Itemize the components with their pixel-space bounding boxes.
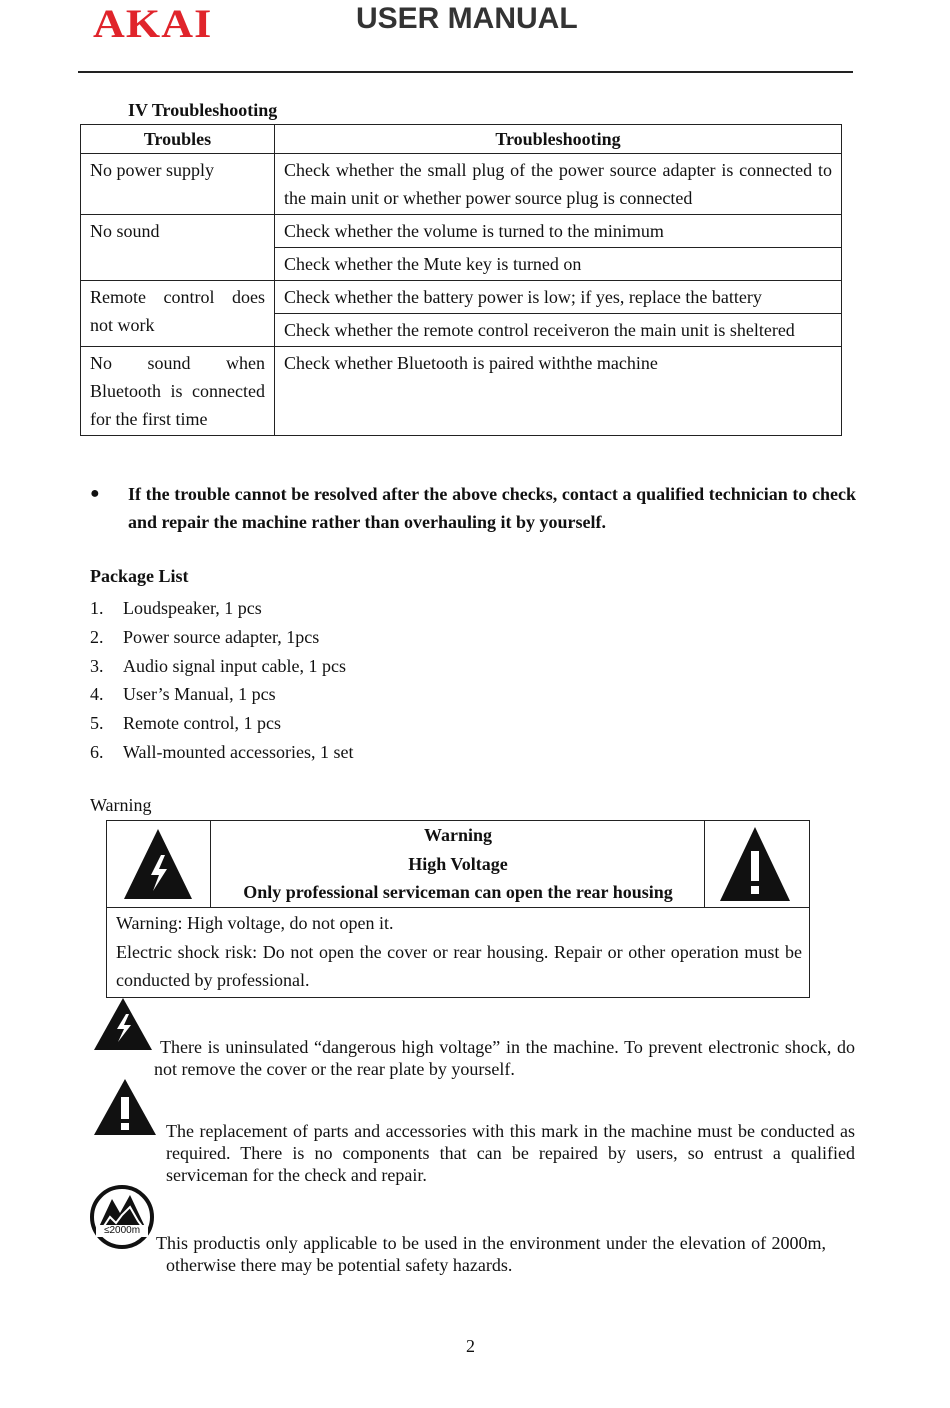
table-row [81,154,842,215]
replacement-note: The replacement of parts and accessories with this mark in the machine must be conducted as required. There is no components that can be repaired by users, so entrust a qualified serviceman for the check and repair. [166,1121,855,1185]
package-list [90,594,353,767]
list-item: 5. Remote control, 1 pcs [90,713,281,734]
list-item: 2. Power source adapter, 1pcs [90,626,320,647]
table-row [81,215,842,248]
table-row [81,281,842,314]
altitude-note: This productis only applicable to be used in the environment under the elevation of 2000m, otherwise there may be potential safety hazards. [156,1233,826,1275]
fix-cell: Check whether the Mute key is turned on [275,248,842,281]
package-list-title: Package List [90,566,189,586]
high-voltage-note: There is uninsulated “dangerous high voltage” in the machine. To prevent electronic shock, do not remove the cover or the rear plate by yourself. [154,1037,855,1079]
header-divider [78,71,853,73]
fix-cell: Check whether the battery power is low; if yes, replace the battery [275,281,842,314]
warning-box [106,820,810,998]
bullet-icon: ● [90,485,100,502]
list-item: 4. User’s Manual, 1 pcs [90,684,276,705]
table-header-row [81,125,842,154]
fix-cell: Check whether the remote control receiveron the main unit is sheltered [275,314,842,347]
trouble-cell: No sound [81,215,275,281]
fix-cell: Check whether the volume is turned to the minimum [275,215,842,248]
list-item: 3. Audio signal input cable, 1 pcs [90,655,346,676]
altitude-label: ≤2000m [96,1225,148,1237]
high-voltage-icon [92,996,154,1057]
warning-heading: Warning High Voltage Only professional serviceman can open the rear housing [211,821,705,908]
list-item: 6. Wall-mounted accessories, 1 set [90,741,354,762]
column-header: Troubles [81,125,275,154]
technician-note [90,480,856,536]
page-number: 2 [466,1336,475,1356]
header-title: USER MANUAL [356,2,578,35]
table-row [81,347,842,436]
fix-cell: Check whether Bluetooth is paired withthe machine [275,347,842,436]
section-title: IV Troubleshooting [128,100,278,120]
column-header: Troubleshooting [275,125,842,154]
troubleshooting-table [80,124,842,436]
exclamation-icon [704,821,809,908]
trouble-cell: No sound when Bluetooth is connected for the first time [81,347,275,436]
exclamation-icon [92,1077,158,1142]
trouble-cell: Remote control does not work [81,281,275,347]
note-text: If the trouble cannot be resolved after the above checks, contact a qualified technician to check and repair the machine rather than overhauling it by yourself. [128,484,856,532]
fix-cell: Check whether the small plug of the power source adapter is connected to the main unit or whether power source plug is connected [275,154,842,215]
high-voltage-icon [107,821,211,908]
warning-label: Warning [90,795,152,815]
altitude-icon [90,1185,154,1249]
list-item: 1. Loudspeaker, 1 pcs [90,598,262,618]
trouble-cell: No power supply [81,154,275,215]
warning-body: Warning: High voltage, do not open it. Electric shock risk: Do not open the cover or rear housing. Repair or other operation must be conducted by professional. [116,913,802,990]
akai-logo: AKAI [93,1,213,46]
